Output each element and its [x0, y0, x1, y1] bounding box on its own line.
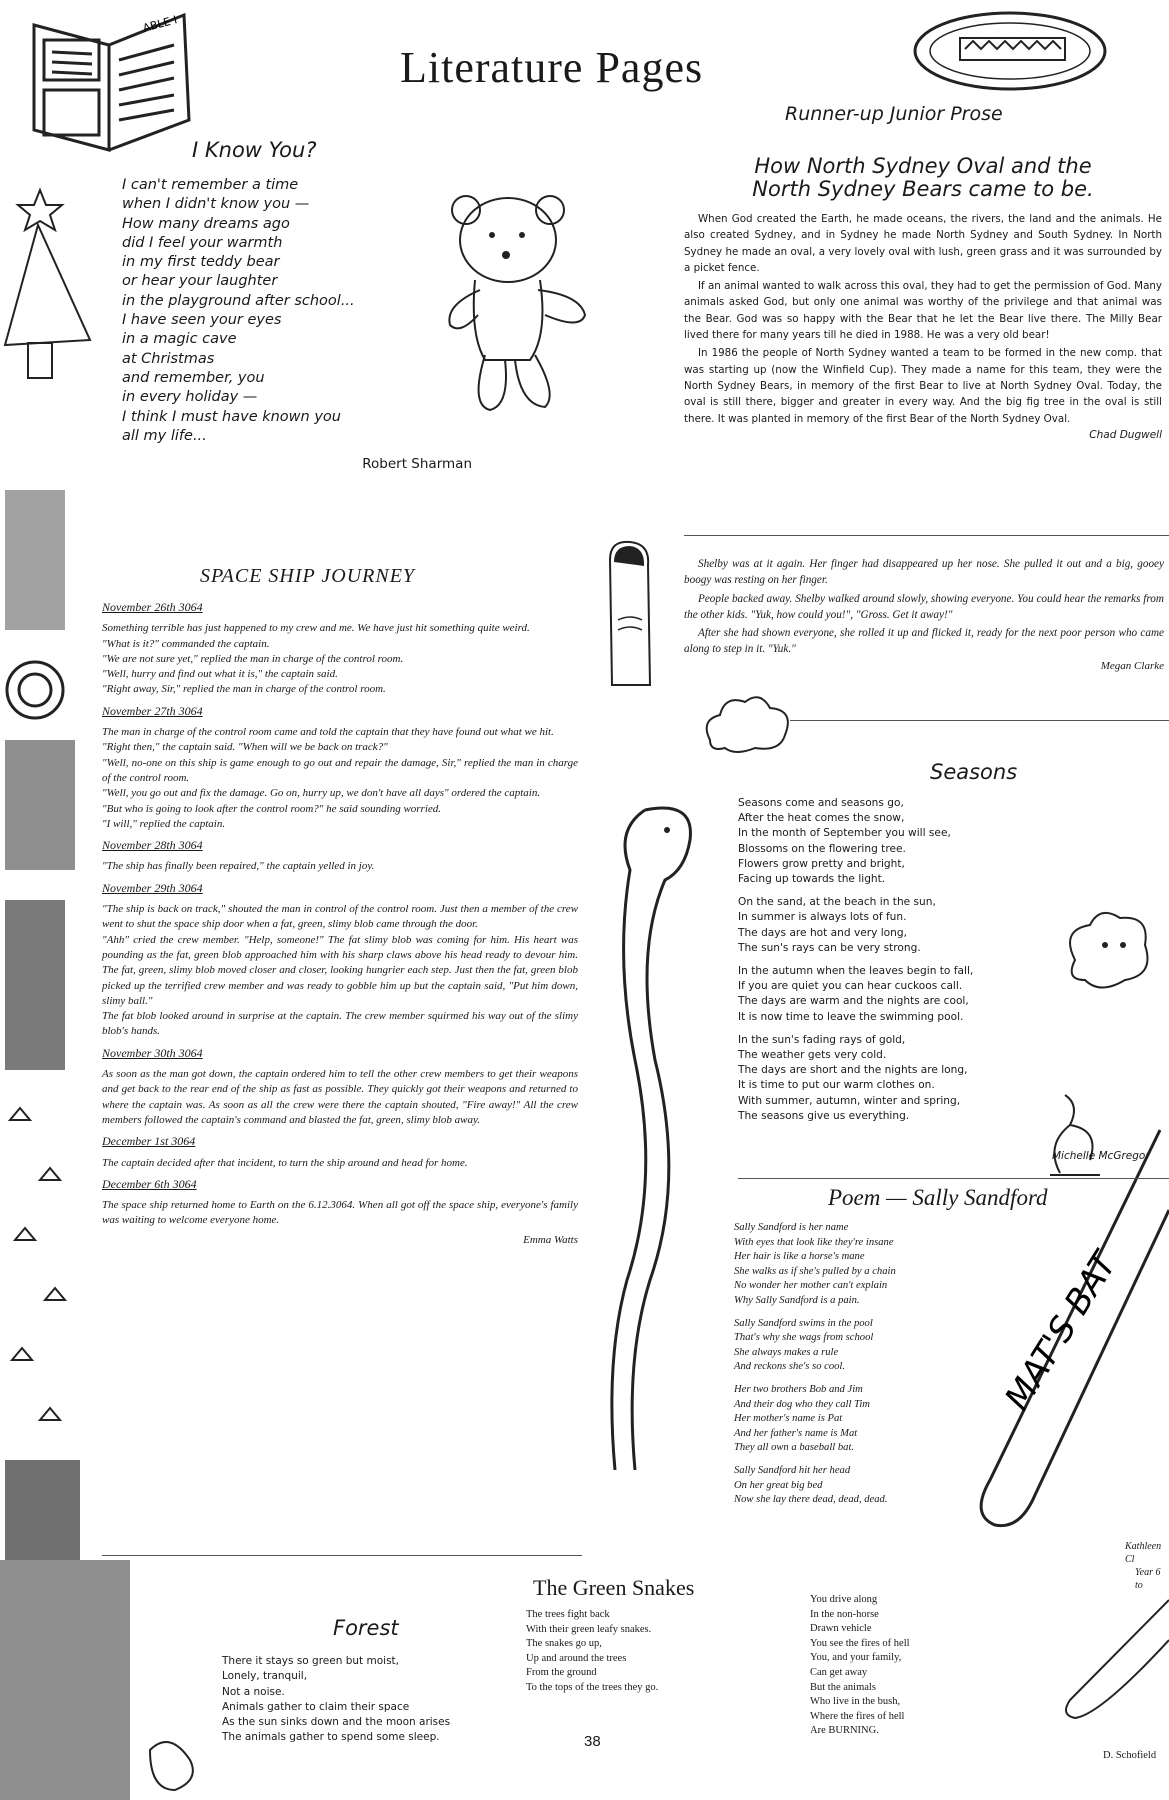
poem-line: She always makes a rule — [734, 1346, 839, 1358]
poem-line: Her mother's name is Pat — [734, 1413, 843, 1425]
poem-line: Where the fires of hell — [810, 1710, 905, 1722]
story-author: Megan Clarke — [1100, 659, 1164, 672]
poem-line: After the heat comes the snow, — [738, 812, 905, 825]
poem-line: They all own a baseball bat. — [734, 1442, 855, 1454]
svg-text:MAT'S BAT: MAT'S BAT — [997, 1245, 1126, 1418]
poem-line: The sun's rays can be very strong. — [738, 941, 921, 954]
poem-line: Seasons come and seasons go, — [738, 797, 904, 809]
poem-line: in my first teddy bear — [122, 254, 280, 271]
corner-illustration — [0, 1560, 210, 1800]
poem-line: Blossoms on the flowering tree. — [738, 842, 906, 855]
poem-line: To the tops of the trees they go. — [526, 1681, 659, 1693]
poem-line: And reckons she's so cool. — [734, 1361, 846, 1373]
poem-line: all my life... — [122, 427, 207, 444]
poem-line: Sally Sandford swims in the pool — [734, 1317, 873, 1329]
page-title: Literature Pages — [400, 43, 704, 92]
poem-line: in every holiday — — [122, 389, 258, 406]
story-space-ship — [102, 594, 578, 1248]
poem-line: Are BURNING. — [810, 1725, 879, 1737]
poem-line: On her great big bed — [734, 1479, 823, 1491]
finger-drawing — [600, 540, 660, 690]
poem-line: The days are warm and the nights are cool, — [738, 995, 969, 1008]
poem-line: But the animals — [810, 1681, 876, 1693]
poem-line: Flowers grow pretty and bright, — [738, 857, 905, 870]
poem-line: And her father's name is Mat — [734, 1427, 858, 1439]
story-shelby — [684, 556, 1164, 672]
poem-line: The seasons give us everything. — [738, 1109, 910, 1122]
poem-line: You drive along — [810, 1594, 878, 1605]
snake-drawing — [605, 800, 705, 1480]
story-title — [684, 155, 1162, 201]
page-number: 38 — [584, 1733, 601, 1750]
author-line: Year 6 to — [1135, 1567, 1161, 1591]
poem-line: and remember, you — [122, 369, 265, 386]
poem-line: Her hair is like a horse's mane — [734, 1251, 865, 1263]
poem-line: did I feel your warmth — [122, 234, 283, 251]
poem-forest — [222, 1654, 522, 1746]
paragraph: Shelby was at it again. Her finger had disappeared up her nose. She pulled it out and a big, gooey boogy was resting on her finger. — [684, 558, 1164, 587]
entry-date: November 27th 3064 — [102, 703, 203, 718]
poem-line: It is time to put our warm clothes on. — [738, 1079, 935, 1092]
poem-line: or hear your laughter — [122, 273, 278, 290]
poem-line: Not a noise. — [222, 1685, 285, 1698]
stanza — [734, 1221, 1034, 1309]
poem-line: The days are hot and very long, — [738, 926, 907, 939]
entry-text: "The ship has finally been repaired," the captain yelled in joy. — [102, 860, 375, 873]
poem-line: Facing up towards the light. — [738, 873, 886, 886]
poem-line: Lonely, tranquil, — [222, 1670, 308, 1683]
svg-text:ABLE I: ABLE I — [141, 13, 179, 35]
pen-drawing — [1040, 1590, 1169, 1730]
stanza — [734, 1464, 1034, 1508]
poem-author: D. Schofield — [1103, 1750, 1157, 1761]
stanza — [734, 1317, 1034, 1375]
sally-title: Poem — Sally Sandford — [828, 1185, 1048, 1210]
stanza — [738, 1033, 1038, 1124]
poem-author: Michelle McGregor — [1052, 1150, 1150, 1162]
entry-text: The man in charge of the control room came and told the captain that they have found out what we hit. "Right then," the captain said. "When will we be back on track?" "Well, no-one on this ship is game enough to go out and repair the damage, Sir," replied the man in charge of the control room. "Well, you go out and fix the damage. Go on, hurry up, we don't have all days" ordered the captain. "But who is going to look after the control room?" he said sounding worried. "I will," replied the captain. — [102, 726, 578, 830]
space-ship-title: SPACE SHIP JOURNEY — [200, 565, 416, 587]
poem-line: In the month of September you will see, — [738, 827, 951, 840]
poem-line: Sally Sandford is her name — [734, 1222, 849, 1233]
poem-line: at Christmas — [122, 350, 215, 367]
poem-line: Animals gather to claim their space — [222, 1700, 410, 1713]
poem-line: I have seen your eyes — [122, 312, 282, 329]
paragraph: People backed away. Shelby walked around slowly, showing everyone. You could hear the remarks from the other kids. "Yuk, how could you!", "Gross. Get it away!" — [684, 592, 1164, 621]
poem-line: I can't remember a time — [122, 177, 299, 193]
entry-text: Something terrible has just happened to my crew and me. We have just hit something quite weird. "What is it?" commanded the captain. "We are not sure yet," replied the man in charge of the control room. "Well, hurry and find out what it is," the captain said. "Right away, Sir," replied the man in charge of the control room. — [102, 622, 530, 696]
author-line: Kathleen Cl — [1125, 1541, 1162, 1565]
story-body — [684, 211, 1162, 427]
poem-line: From the ground — [526, 1667, 597, 1679]
poem-line: As the sun sinks down and the moon arises — [222, 1716, 451, 1729]
poem-i-know-you — [122, 138, 472, 473]
story-title-line: North Sydney Bears came to be. — [752, 177, 1094, 201]
poem-line: Can get away — [810, 1666, 868, 1678]
divider — [790, 720, 1169, 721]
divider — [102, 1555, 582, 1556]
poem-line: The weather gets very cold. — [738, 1049, 887, 1062]
poem-line: And their dog who they call Tim — [734, 1398, 870, 1410]
teddy-bear-drawing — [440, 185, 600, 425]
open-book-drawing — [14, 0, 204, 160]
poem-green-snakes-col1 — [526, 1608, 756, 1696]
poem-line: You see the fires of hell — [810, 1637, 910, 1649]
entry-date: November 29th 3064 — [102, 880, 203, 895]
poem-line: I think I must have known you — [122, 408, 341, 425]
poem-line: If you are quiet you can hear cuckoos call. — [738, 980, 963, 993]
divider — [738, 1178, 1169, 1179]
poem-line: You, and your family, — [810, 1652, 902, 1664]
poem-title: I Know You? — [192, 138, 317, 162]
poem-line: Drawn vehicle — [810, 1623, 872, 1635]
poem-seasons — [738, 796, 1038, 1132]
christmas-tree-drawing — [0, 185, 100, 395]
poem-line: No wonder her mother can't explain — [734, 1280, 888, 1292]
divider — [684, 535, 1169, 536]
paragraph: If an animal wanted to walk across this oval, they had to get the permission of God. Many animals asked God, but only one animal was worthy of the privilege and that animal was the Bear. God was so happy with the Bear that he let the Bear live there. The Milly Bear lived there for many years till he died in 1988. He was a very old bear! — [684, 280, 1162, 342]
poem-line: On the sand, at the beach in the sun, — [738, 896, 936, 909]
poem-line: Sally Sandford hit her head — [734, 1464, 851, 1476]
poem-line: In the sun's fading rays of gold, — [738, 1033, 906, 1046]
paragraph: When God created the Earth, he made oceans, the rivers, the land and the animals. He also created Sydney, and in Sydney he made North Sydney and South Sydney. In North Sydney he made an oval, a very lovely oval with lush, green grass and it was surrounded by a picket fence. — [684, 213, 1162, 274]
poem-line: The trees fight back — [526, 1609, 610, 1620]
stanza — [738, 796, 1038, 887]
poem-line: The animals gather to spend some sleep. — [222, 1731, 440, 1744]
story-body — [684, 556, 1164, 658]
entry-date: December 1st 3064 — [102, 1134, 196, 1149]
story-author: Emma Watts — [523, 1233, 578, 1246]
cloud-blob-drawing — [700, 690, 800, 760]
story-oval — [684, 155, 1162, 441]
poem-line: There it stays so green but moist, — [222, 1655, 399, 1667]
poem-line: Who live in the bush, — [810, 1696, 901, 1708]
poem-line: That's why she wags from school — [734, 1332, 874, 1344]
paragraph: After she had shown everyone, she rolled it up and flicked it, ready for the next poor person who came along to step in it. "Yuk." — [684, 627, 1164, 656]
poem-lines — [122, 176, 422, 446]
paragraph: In 1986 the people of North Sydney wanted a team to be formed in the new comp. that was starting up (now the Winfield Cup). They made a name for this team, they were the North Sydney Bears, in memory of the first Bear to live at North Sydney Oval. Today, the oval is still there, bigger and greater in every way. And the big fig tree in the oval is still there. It was planted in memory of the first Bear of the North Sydney Oval. — [684, 347, 1162, 425]
poem-line: It is now time to leave the swimming pool. — [738, 1010, 964, 1023]
poem-line: How many dreams ago — [122, 215, 290, 232]
poem-line: In the non-horse — [810, 1608, 879, 1620]
entry-text: "The ship is back on track," shouted the man in control of the control room. Just then a member of the crew went to shut the space ship door when a fat, green, slimy blob came through the door. "Ahh" cried the crew member. "Help, someone!" The fat slimy blob was coming for him. His heart was pounding as the fat, green blob approached him with his sharp claws above his head ready to devour him. The fat, green, slimy blob moved closer and closer, looking hungrier each step. Just then the fat, green blob picked up the terrified crew member and was ready to gobble him up but the captain said, "Put him down, slimy ball." The fat blob looked around in surprise at the captain. The crew member squirmed his way out of the slimy blob's hands. — [102, 903, 578, 1038]
forest-title: Forest — [333, 1616, 399, 1640]
poem-line: She walks as if she's pulled by a chain — [734, 1265, 896, 1277]
poem-author: Robert Sharman — [362, 456, 472, 473]
entry-text: The captain decided after that incident, to turn the ship around and head for home. — [102, 1156, 468, 1169]
poem-sally-sandford — [734, 1221, 1034, 1516]
award-label: Runner-up Junior Prose — [785, 103, 1003, 125]
poem-line: Her two brothers Bob and Jim — [734, 1383, 863, 1395]
stanza — [738, 964, 1038, 1025]
entry-date: December 6th 3064 — [102, 1176, 197, 1191]
entry-date: November 30th 3064 — [102, 1045, 203, 1060]
poem-line: With summer, autumn, winter and spring, — [738, 1094, 961, 1107]
seasons-title: Seasons — [930, 760, 1018, 784]
poem-line: In summer is always lots of fun. — [738, 911, 907, 924]
poem-line: when I didn't know you — — [122, 196, 310, 213]
entry-text: The space ship returned home to Earth on the 6.12.3064. When all got off the space ship, everyone's family was waiting to welcome everyone home. — [102, 1199, 578, 1227]
poem-line: In the autumn when the leaves begin to fall, — [738, 965, 974, 978]
poem-line: The snakes go up, — [526, 1638, 602, 1650]
entry-date: November 28th 3064 — [102, 838, 203, 853]
stanza — [734, 1383, 1034, 1456]
poem-green-snakes-col2 — [810, 1593, 1010, 1739]
rooster-drawing — [1030, 1085, 1120, 1185]
blob-creature-drawing — [1055, 900, 1165, 1000]
stanza — [738, 895, 1038, 956]
poem-line: Why Sally Sandford is a pain. — [734, 1294, 860, 1306]
poem-line: The days are short and the nights are long, — [738, 1064, 968, 1077]
side-border-doodles — [0, 480, 90, 1570]
entry-date: November 26th 3064 — [102, 600, 203, 614]
football-drawing — [910, 6, 1110, 96]
green-snakes-title: The Green Snakes — [533, 1575, 695, 1600]
poem-line: With their green leafy snakes. — [526, 1623, 652, 1635]
poem-line: With eyes that look like they're insane — [734, 1236, 894, 1248]
poem-author — [1125, 1540, 1169, 1592]
story-title-line: How North Sydney Oval and the — [754, 154, 1092, 178]
poem-line: in a magic cave — [122, 331, 237, 348]
story-author: Chad Dugwell — [1089, 428, 1162, 441]
poem-line: in the playground after school... — [122, 292, 355, 309]
poem-line: Up and around the trees — [526, 1652, 627, 1664]
entry-text: As soon as the man got down, the captain ordered him to tell the other crew members to get their weapons and get back to the rear end of the ship as fast as possible. They quickly got their weapons and returned to where the captain was. As soon as all the crew were there the captain shouted, "Fire away!" All the crew members followed the captain's command and blasted the fat, green, slimy blob away. — [102, 1068, 578, 1126]
poem-line: Now she lay there dead, dead, dead. — [734, 1494, 888, 1506]
